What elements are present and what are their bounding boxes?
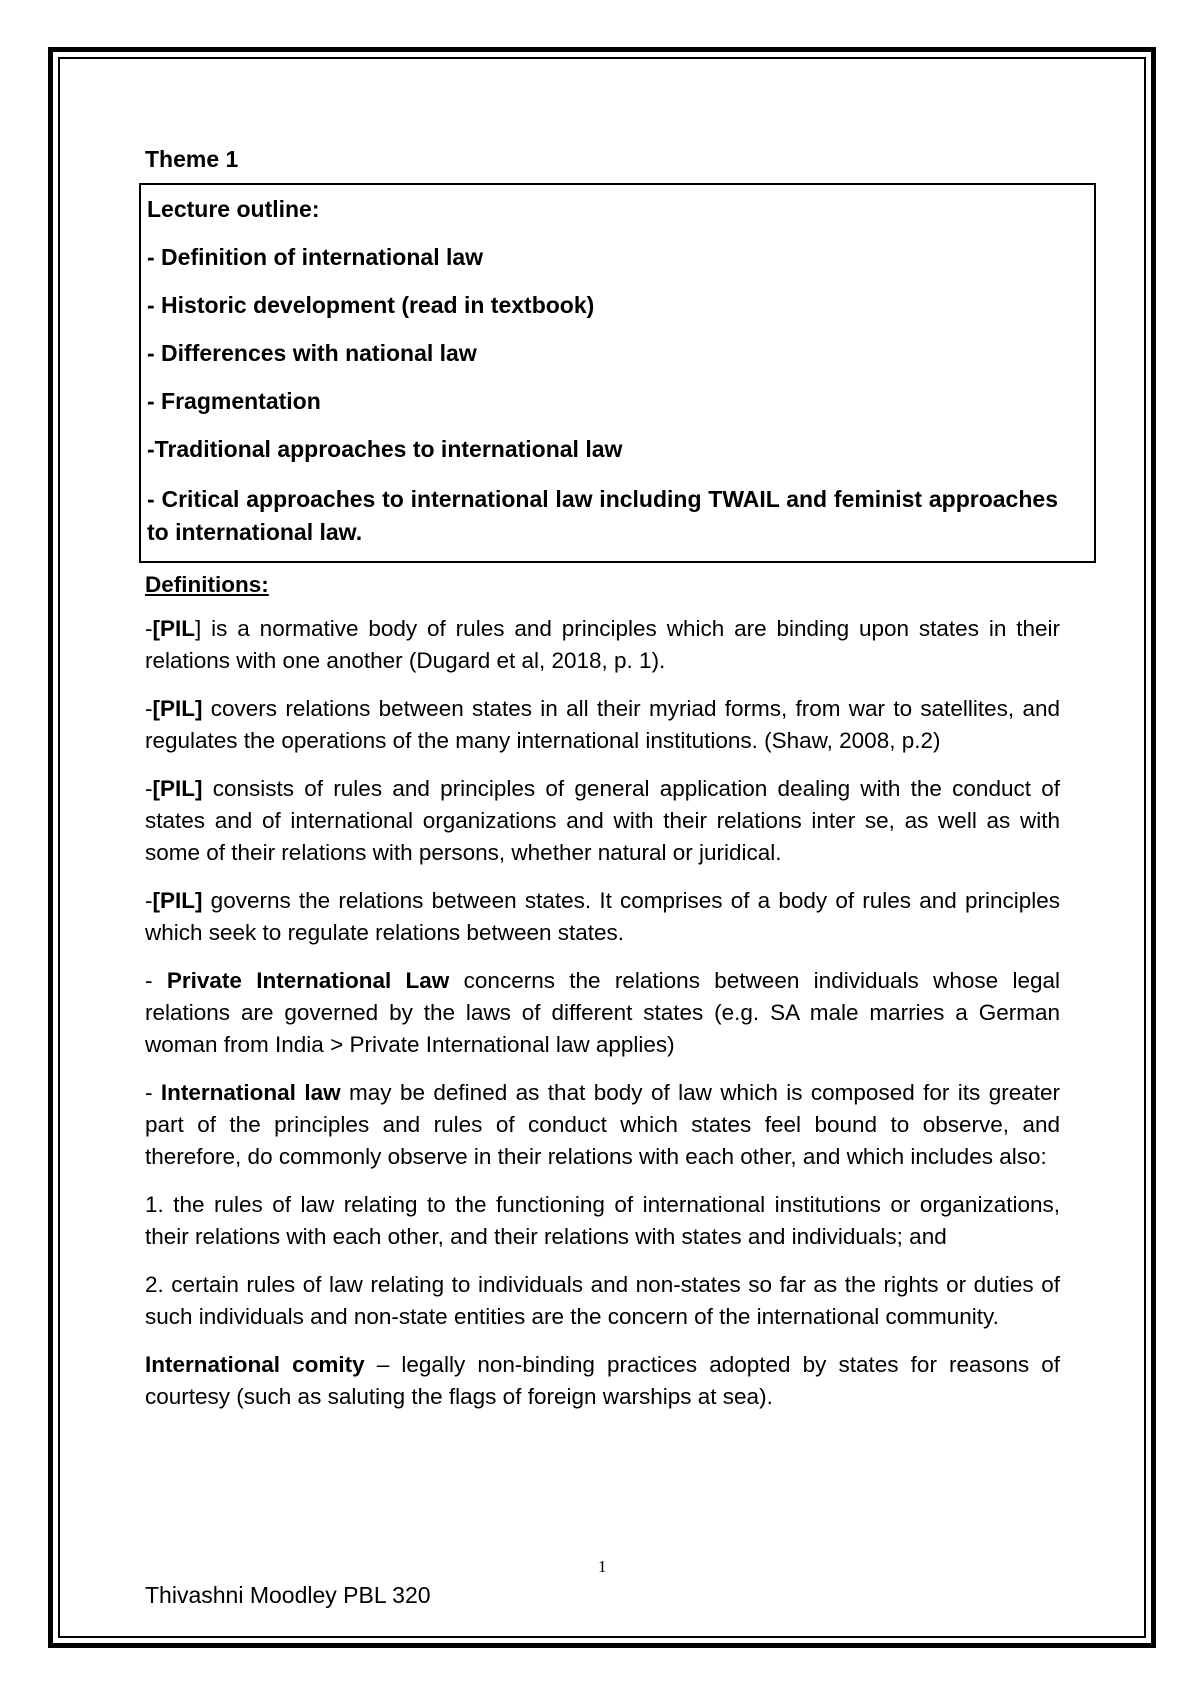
definition-paragraph [145,965,1060,1061]
outline-item: - Fragmentation [147,388,321,414]
numbered-item: 2. certain rules of law relating to individuals and non-states so far as the rights or duties of such individuals and non-state entities are the concern of the international community. [145,1272,1060,1329]
definition-prefix: - [145,616,153,641]
definition-paragraph [145,693,1060,757]
definition-prefix: - [145,888,153,913]
outline-item: - Differences with national law [147,340,477,366]
theme-heading: Theme 1 [145,146,239,172]
definition-term: [PIL] [152,776,203,801]
outline-item: -Traditional approaches to international law [147,436,623,462]
outline-item: - Critical approaches to international law including TWAIL and feminist approaches to international law. [147,486,1058,545]
definition-paragraph [145,1349,1060,1413]
definition-prefix: - [145,968,167,993]
definition-text: ] is a normative body of rules and principles which are binding upon states in their relations with one another (Dugard et al, 2018, p. 1). [145,616,1060,673]
page-footer: Thivashni Moodley PBL 320 [145,1582,431,1608]
definition-text: – legally non-binding practices adopted by states for reasons of courtesy (such as saluting the flags of foreign warships at sea). [145,1352,1060,1409]
definition-prefix: - [145,696,153,721]
definitions-section [145,569,1060,1413]
definition-prefix: - [145,776,153,801]
definition-term: Private International Law [166,968,450,993]
definition-text: may be defined as that body of law which is composed for its greater part of the principles and rules of conduct which states feel bound to observe, and therefore, do commonly observe in their relations with each other, and which includes also: [145,1080,1061,1169]
outline-item: - Historic development (read in textbook) [147,292,595,318]
document-body [145,145,1060,1429]
definition-prefix: - [145,1080,161,1105]
definition-term: [PIL] [152,696,203,721]
definition-paragraph [145,885,1060,949]
definition-paragraph [145,773,1060,869]
lecture-outline-box [139,183,1096,563]
definition-text: governs the relations between states. It comprises of a body of rules and principles which seek to regulate relations between states. [145,888,1060,945]
definition-text: concerns the relations between individuals whose legal relations are governed by the laws of different states (e.g. SA male marries a German woman from India > Private International law applies) [145,968,1060,1057]
definition-term: International comity [145,1352,365,1377]
definition-text: covers relations between states in all their myriad forms, from war to satellites, and regulates the operations of the many international institutions. (Shaw, 2008, p.2) [145,696,1060,753]
numbered-item: 1. the rules of law relating to the functioning of international institutions or organizations, their relations with each other, and their relations with states and individuals; and [145,1192,1060,1249]
outline-item: - Definition of international law [147,244,484,270]
definition-paragraph [145,1077,1060,1173]
definition-term: [PIL] [152,888,203,913]
outline-title: Lecture outline: [147,196,320,222]
definition-paragraph [145,613,1060,677]
definition-term: International law [160,1080,341,1105]
definitions-heading: Definitions: [145,572,269,597]
definition-text: consists of rules and principles of general application dealing with the conduct of states and of international organizations and with their relations inter se, as well as with some of their relations with persons, whether natural or juridical. [145,776,1060,865]
definition-term: [PIL [152,616,195,641]
page-number: 1 [598,1557,607,1576]
